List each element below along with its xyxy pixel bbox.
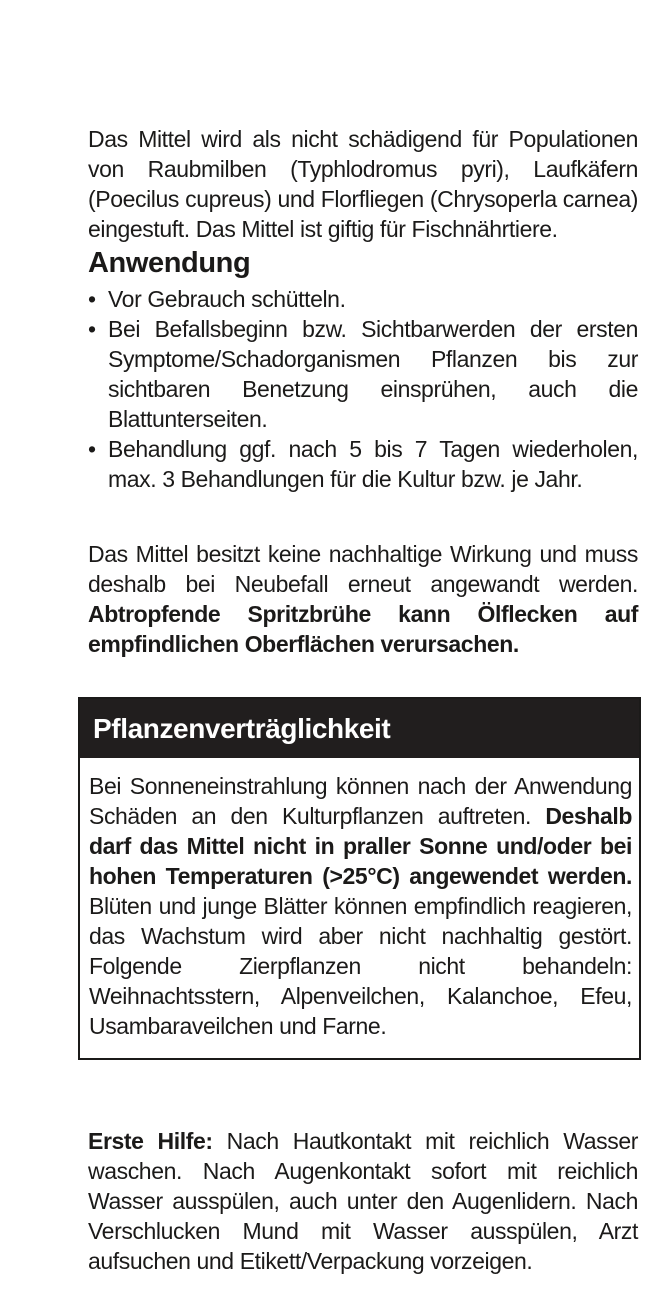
bullet-item <box>88 284 638 314</box>
effect-paragraph <box>88 539 638 659</box>
bullet-icon: • <box>88 436 97 462</box>
anwendung-heading: Anwendung <box>88 247 251 279</box>
compat-text-bold: Deshalb darf das Mittel nicht in praller Sonne und/oder bei hohen Temperaturen (>25°C) angewendet werden. <box>89 803 632 889</box>
pflanzenvertraeglichkeit-text <box>89 771 632 1041</box>
bullet-item-text: Vor Gebrauch schütteln. <box>108 286 346 312</box>
erste-hilfe-label: Erste Hilfe: <box>88 1128 213 1154</box>
bullet-icon: • <box>88 286 97 312</box>
effect-paragraph-normal: Das Mittel besitzt keine nachhaltige Wirkung und muss deshalb bei Neubefall erneut angewandt werden. <box>88 541 638 597</box>
bullet-icon: • <box>88 316 97 342</box>
pflanzenvertraeglichkeit-title: Pflanzenverträglichkeit <box>93 712 391 744</box>
pflanzenvertraeglichkeit-body <box>80 758 639 1058</box>
pflanzenvertraeglichkeit-box <box>78 697 641 1060</box>
bullet-item <box>88 434 638 494</box>
compat-text-normal-2: Blüten und junge Blätter können empfindlich reagieren, das Wachstum wird aber nicht nachhaltig gestört. Folgende Zierpflanzen nicht behandeln: Weihnachtsstern, Alpenveilchen, Kalanchoe, Efeu, Usambaraveilchen und Farne. <box>89 893 632 1039</box>
effect-paragraph-bold: Abtropfende Spritzbrühe kann Ölflecken auf empfindlichen Oberflächen verursachen. <box>88 601 638 657</box>
anwendung-bullet-list <box>88 284 638 494</box>
compat-text-normal-1: Bei Sonneneinstrahlung können nach der Anwendung Schäden an den Kulturpflanzen auftreten. <box>89 773 632 829</box>
bullet-item <box>88 314 638 434</box>
bullet-item-text: Bei Befallsbeginn bzw. Sichtbarwerden der ersten Symptome/Schadorganismen Pflanzen bis zur sichtbaren Benetzung einsprühen, auch die Blattunterseiten. <box>108 316 638 432</box>
pflanzenvertraeglichkeit-header <box>80 699 639 758</box>
bullet-item-text: Behandlung ggf. nach 5 bis 7 Tagen wiederholen, max. 3 Behandlungen für die Kultur bzw. je Jahr. <box>108 436 638 492</box>
erste-hilfe-paragraph <box>88 1126 638 1276</box>
ecotoxicology-paragraph: Das Mittel wird als nicht schädigend für Populationen von Raubmilben (Typhlodromus pyri), Laufkäfern (Poecilus cupreus) und Florfliegen (Chrysoperla carnea) eingestuft. Das Mittel ist giftig für Fischnährtiere. <box>88 126 638 242</box>
erste-hilfe-text: Nach Hautkontakt mit reichlich Wasser waschen. Nach Augenkontakt sofort mit reichlich Wasser ausspülen, auch unter den Augenlidern. Nach Verschlucken Mund mit Wasser ausspülen, Arzt aufsuchen und Etikett/Verpackung vorzeigen. <box>88 1128 638 1274</box>
